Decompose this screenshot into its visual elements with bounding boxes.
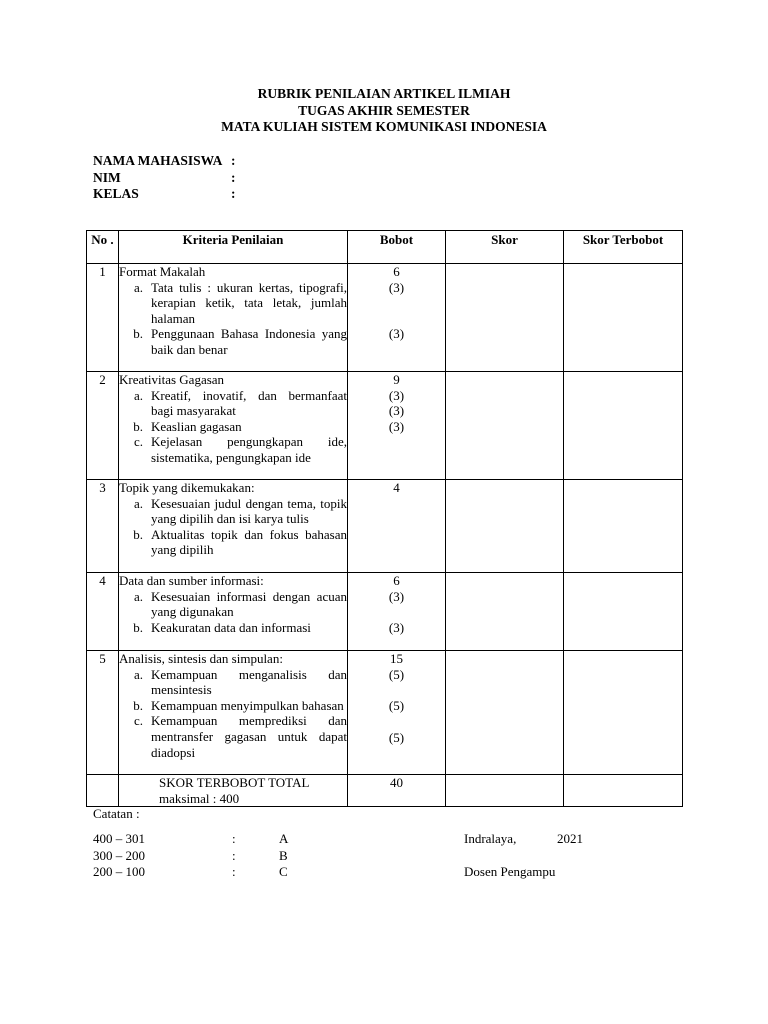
weighted-score-cell[interactable] xyxy=(564,573,683,651)
sub-criterion xyxy=(119,589,347,620)
weighted-score-cell[interactable] xyxy=(564,480,683,573)
row-number xyxy=(87,480,119,573)
table-row xyxy=(87,480,683,573)
sub-weight: (3) xyxy=(388,418,405,434)
weight-cell xyxy=(348,573,446,651)
sub-criterion xyxy=(119,698,347,714)
sub-text: Kesesuaian judul dengan tema, topik yang dipilih dan isi karya tulis xyxy=(151,495,347,527)
sub-criterion xyxy=(119,280,347,327)
weight-cell xyxy=(348,651,446,775)
row-number xyxy=(87,264,119,372)
sub-weight: (3) xyxy=(388,403,405,419)
sub-text: Kemampuan memprediksi dan mentransfer gagasan untuk dapat diadopsi xyxy=(151,713,347,760)
catatan-label: Catatan : xyxy=(93,806,140,821)
row-number xyxy=(87,372,119,480)
criterion-cell xyxy=(119,651,348,775)
sub-weight: (5) xyxy=(388,698,405,714)
header-skor-terbobot: Skor Terbobot xyxy=(564,231,683,264)
criterion-title: Data dan sumber informasi: xyxy=(119,573,264,588)
signature-place: Indralaya, xyxy=(464,831,517,846)
weight-total: 6 xyxy=(393,573,400,588)
sub-criterion xyxy=(119,496,347,527)
sub-weight: (3) xyxy=(388,279,405,295)
sub-marker: b. xyxy=(133,418,143,434)
table-row xyxy=(87,372,683,480)
weighted-score-cell[interactable] xyxy=(564,651,683,775)
sub-marker: b. xyxy=(133,619,143,635)
grade-letter: A xyxy=(279,831,289,846)
sub-marker: a. xyxy=(133,279,143,295)
sub-criterion xyxy=(119,388,347,419)
header-bobot: Bobot xyxy=(348,231,446,264)
sub-text: Tata tulis : ukuran kertas, tipografi, kerapian ketik, tata letak, jumlah halaman xyxy=(151,279,347,326)
sub-criterion xyxy=(119,667,347,698)
header-kriteria: Kriteria Penilaian xyxy=(119,231,348,264)
sub-text: Kemampuan menganalisis dan mensintesis xyxy=(151,666,347,698)
table-row xyxy=(87,264,683,372)
header-skor: Skor xyxy=(446,231,564,264)
score-cell[interactable] xyxy=(446,372,564,480)
document-title-block xyxy=(0,86,768,136)
nama-colon: : xyxy=(231,153,236,168)
sub-marker: a. xyxy=(133,666,143,682)
criterion-title: Format Makalah xyxy=(119,264,206,279)
sub-weight: (5) xyxy=(388,729,405,745)
row-number xyxy=(87,573,119,651)
total-no-cell xyxy=(87,775,119,807)
sub-criterion xyxy=(119,434,347,465)
sub-text: Penggunaan Bahasa Indonesia yang baik dan benar xyxy=(151,326,347,357)
weight-total: 4 xyxy=(393,480,400,495)
row-number-text: 5 xyxy=(99,651,106,666)
sub-marker: b. xyxy=(133,526,143,542)
sub-weight: (3) xyxy=(388,588,405,604)
sub-marker: c. xyxy=(133,434,143,450)
nim-label: NIM xyxy=(93,169,121,185)
criterion-title: Analisis, sintesis dan simpulan: xyxy=(119,651,283,666)
criterion-title: Topik yang dikemukakan: xyxy=(119,480,255,495)
sub-marker: b. xyxy=(133,326,143,342)
grade-range: 300 – 200 xyxy=(93,848,145,863)
weighted-score-cell[interactable] xyxy=(564,372,683,480)
sub-marker: a. xyxy=(133,495,143,511)
table-row xyxy=(87,573,683,651)
grade-colon: : xyxy=(232,864,236,879)
grade-range: 400 – 301 xyxy=(93,831,145,846)
sub-text: Keaslian gagasan xyxy=(151,418,242,434)
signature-role: Dosen Pengampu xyxy=(464,864,556,879)
signature-year: 2021 xyxy=(557,831,583,846)
sub-text: Aktualitas topik dan fokus bahasan yang dipilih xyxy=(151,526,347,558)
criterion-cell xyxy=(119,372,348,480)
nama-label: NAMA MAHASISWA xyxy=(93,153,223,168)
title-line-1: RUBRIK PENILAIAN ARTIKEL ILMIAH xyxy=(257,86,511,101)
sub-marker: a. xyxy=(133,588,143,604)
table-header-row xyxy=(87,231,683,264)
header-no: No . xyxy=(87,231,119,264)
weight-total: 9 xyxy=(393,372,400,387)
grade-range: 200 – 100 xyxy=(93,864,145,879)
rubric-table xyxy=(86,230,683,807)
kelas-colon: : xyxy=(231,186,236,201)
grade-letter: C xyxy=(279,864,288,879)
sub-marker: b. xyxy=(133,697,143,713)
row-number-text: 2 xyxy=(99,372,106,387)
total-score-cell[interactable] xyxy=(446,775,564,807)
weighted-score-cell[interactable] xyxy=(564,264,683,372)
table-row xyxy=(87,651,683,775)
weight-cell xyxy=(348,264,446,372)
criterion-cell xyxy=(119,573,348,651)
row-number xyxy=(87,651,119,775)
weight-cell xyxy=(348,372,446,480)
sub-weight: (3) xyxy=(388,326,405,342)
grade-colon: : xyxy=(232,831,236,846)
sub-weight: (3) xyxy=(388,387,405,403)
criterion-title: Kreativitas Gagasan xyxy=(119,372,225,387)
criterion-cell xyxy=(119,264,348,372)
weight-total: 6 xyxy=(393,264,400,279)
weight-total: 15 xyxy=(390,651,403,666)
title-line-2: TUGAS AKHIR SEMESTER xyxy=(298,102,470,118)
criterion-cell xyxy=(119,480,348,573)
sub-weight: (5) xyxy=(388,666,405,682)
weight-cell xyxy=(348,480,446,573)
sub-marker: c. xyxy=(133,713,143,729)
sub-criterion xyxy=(119,326,347,357)
score-cell[interactable] xyxy=(446,480,564,573)
sub-text: Kemampuan menyimpulkan bahasan xyxy=(151,697,344,713)
row-number-text: 1 xyxy=(99,264,106,279)
row-number-text: 4 xyxy=(99,573,106,588)
total-weighted-score-cell[interactable] xyxy=(564,775,683,807)
sub-text: Kreatif, inovatif, dan bermanfaat bagi masyarakat xyxy=(151,387,347,419)
nim-colon: : xyxy=(231,169,236,185)
sub-criterion xyxy=(119,419,347,435)
total-weight: 40 xyxy=(348,775,446,807)
kelas-label: KELAS xyxy=(93,186,139,201)
sub-text: Keakuratan data dan informasi xyxy=(151,619,311,635)
sub-weight: (3) xyxy=(388,620,405,636)
title-line-3: MATA KULIAH SISTEM KOMUNIKASI INDONESIA xyxy=(221,119,547,134)
total-label: SKOR TERBOBOT TOTAL maksimal : 400 xyxy=(119,775,348,807)
grade-colon: : xyxy=(232,848,236,863)
sub-text: Kejelasan pengungkapan ide, sistematika, pengungkapan ide xyxy=(151,434,347,465)
score-cell[interactable] xyxy=(446,573,564,651)
row-number-text: 3 xyxy=(99,480,106,495)
sub-criterion xyxy=(119,713,347,760)
score-cell[interactable] xyxy=(446,651,564,775)
sub-text: Kesesuaian informasi dengan acuan yang digunakan xyxy=(151,588,347,620)
grade-letter: B xyxy=(279,848,288,863)
score-cell[interactable] xyxy=(446,264,564,372)
sub-marker: a. xyxy=(133,387,143,403)
total-row xyxy=(87,775,683,807)
sub-criterion xyxy=(119,527,347,558)
sub-criterion xyxy=(119,620,347,636)
